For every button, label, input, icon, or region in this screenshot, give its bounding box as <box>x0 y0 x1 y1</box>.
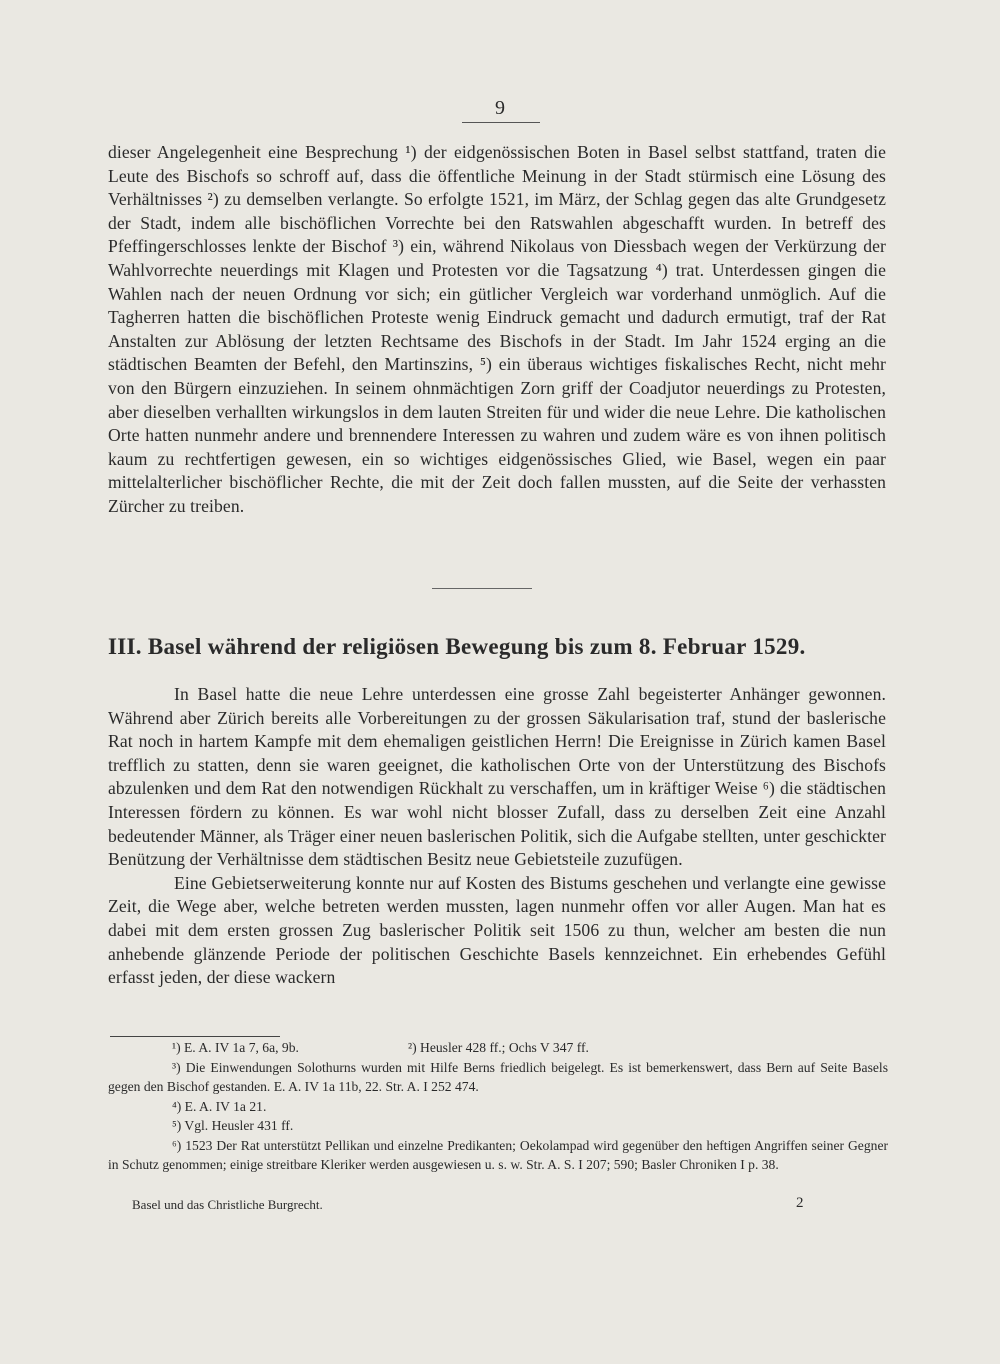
footnote-1: ¹) E. A. IV 1a 7, 6a, 9b. <box>172 1040 299 1055</box>
body-paragraph-continued <box>108 141 886 519</box>
paragraph-1: dieser Angelegenheit eine Besprechung ¹) der eidgenössischen Boten in Basel selbst stattfand, traten die Leute des Bischofs so schroff auf, dass die öffentliche Meinung in der Stadt stürmisch eine Lösung des Verhältnisses ²) zu demselben verlangte. So erfolgte 1521, im März, der Schlag gegen das alte Grundgesetz der Stadt, indem alle bischöflichen Vorrechte bei den Ratswahlen abgeschafft wurden. In betreff des Pfeffingerschlosses lenkte der Bischof ³) ein, während Nikolaus von Diessbach wegen der Verkürzung der Wahlvorrechte neuerdings mit Klagen und Protesten vor die Tagsatzung ⁴) trat. Unterdessen gingen die Wahlen nach der neuen Ordnung vor sich; ein gütlicher Vergleich war vorderhand unmöglich. Auf die Tagherren hatten die bischöflichen Proteste wenig Eindruck gemacht und dadurch ermutigt, traf der Rat Anstalten zur Ablösung der letzten Rechtsame des Bischofs in der Stadt. Im Jahr 1524 erging an die städtischen Beamten der Befehl, den Martinszins, ⁵) ein überaus wichtiges fiskalisches Recht, nicht mehr von den Bürgern einzuziehen. In seinem ohnmächtigen Zorn griff der Coadjutor neuerdings zu Protesten, aber dieselben verhallten wirkungslos in dem lauten Streiten für und wider die neue Lehre. Die katholischen Orte hatten nunmehr andere und brennendere Interessen zu wahren und zudem wäre es von ihnen politisch kaum zu rechtfertigen gewesen, ein so wichtiges eidgenössisches Glied, wie Basel, wegen ein paar mittelalterlicher bischöflicher Rechte, die mit der Zeit doch fallen mussten, auf die Seite der verhassten Zürcher zu treiben. <box>108 142 886 516</box>
page-number-rule <box>462 122 540 123</box>
paragraph-3: Eine Gebietserweiterung konnte nur auf Kosten des Bistums geschehen und verlangte eine gewisse Zeit, die Wege aber, welche betreten werden mussten, lagen nunmehr offen vor aller Augen. Man hat es dabei mit dem ersten grossen Zug baslerischer Politik seit 1506 zu thun, welcher am besten die nun anhebende glänzende Periode der politischen Geschichte Basels kennzeichnet. Ein erhebendes Gefühl erfasst jeden, der diese wackern <box>108 872 886 988</box>
footnote-2: ²) Heusler 428 ff.; Ochs V 347 ff. <box>408 1040 589 1055</box>
footnote-rule <box>110 1036 280 1037</box>
footnote-5: ⁵) Vgl. Heusler 431 ff. <box>172 1118 294 1133</box>
footnote-row-1-2 <box>108 1038 888 1058</box>
page-number: 9 <box>495 97 505 119</box>
paragraph-2: In Basel hatte die neue Lehre unterdessen eine grosse Zahl begeisterter Anhänger gewonnen. Während aber Zürich bereits alle Vorbereitungen zu der grossen Säkularisation traf, stund der baslerische Rat noch in hartem Kampfe mit dem ehemaligen geistlichen Herrn! Die Ereignisse in Zürich kamen Basel trefflich zu statten, denn sie waren geeignet, die katholischen Orte von der Unterstützung des Bischofs abzulenken und dem Rat den notwendigen Rückhalt zu verschaffen, um in kräftiger Weise ⁶) die städtischen Interessen fördern zu können. Es war wohl nicht blosser Zufall, dass zu derselben Zeit eine Anzahl bedeutender Männer, als Träger einer neuen baslerischen Politik, sich die Aufgabe stellten, unter geschickter Benützung der Verhältnisse dem städtischen Besitz neue Gebietsteile zuzufügen. <box>108 684 886 870</box>
footnotes <box>108 1038 888 1175</box>
signature-mark: 2 <box>796 1195 804 1211</box>
section-body <box>108 683 886 990</box>
section-heading: III. Basel während der religiösen Bewegung bis zum 8. Februar 1529. <box>108 634 806 659</box>
section-divider <box>432 588 532 589</box>
footnote-4: ⁴) E. A. IV 1a 21. <box>172 1098 267 1114</box>
footnote-6: ⁶) 1523 Der Rat unterstützt Pellikan und einzelne Predikanten; Oekolampad wird gegenüber den heftigen Angriffen seiner Gegner in Schutz genommen; einige streitbare Kleriker werden ausgewiesen u. s. w. Str. A. S. I 207; 590; Basler Chroniken I p. 38. <box>108 1137 888 1172</box>
footer-label: Basel und das Christliche Burgrecht. <box>132 1197 323 1212</box>
footnote-3: ³) Die Einwendungen Solothurns wurden mit Hilfe Berns friedlich beigelegt. Es ist bemerkenswert, dass Bern auf Seite Basels gegen den Bischof gestanden. E. A. IV 1a 11b, 22. Str. A. I 252 474. <box>108 1059 888 1094</box>
